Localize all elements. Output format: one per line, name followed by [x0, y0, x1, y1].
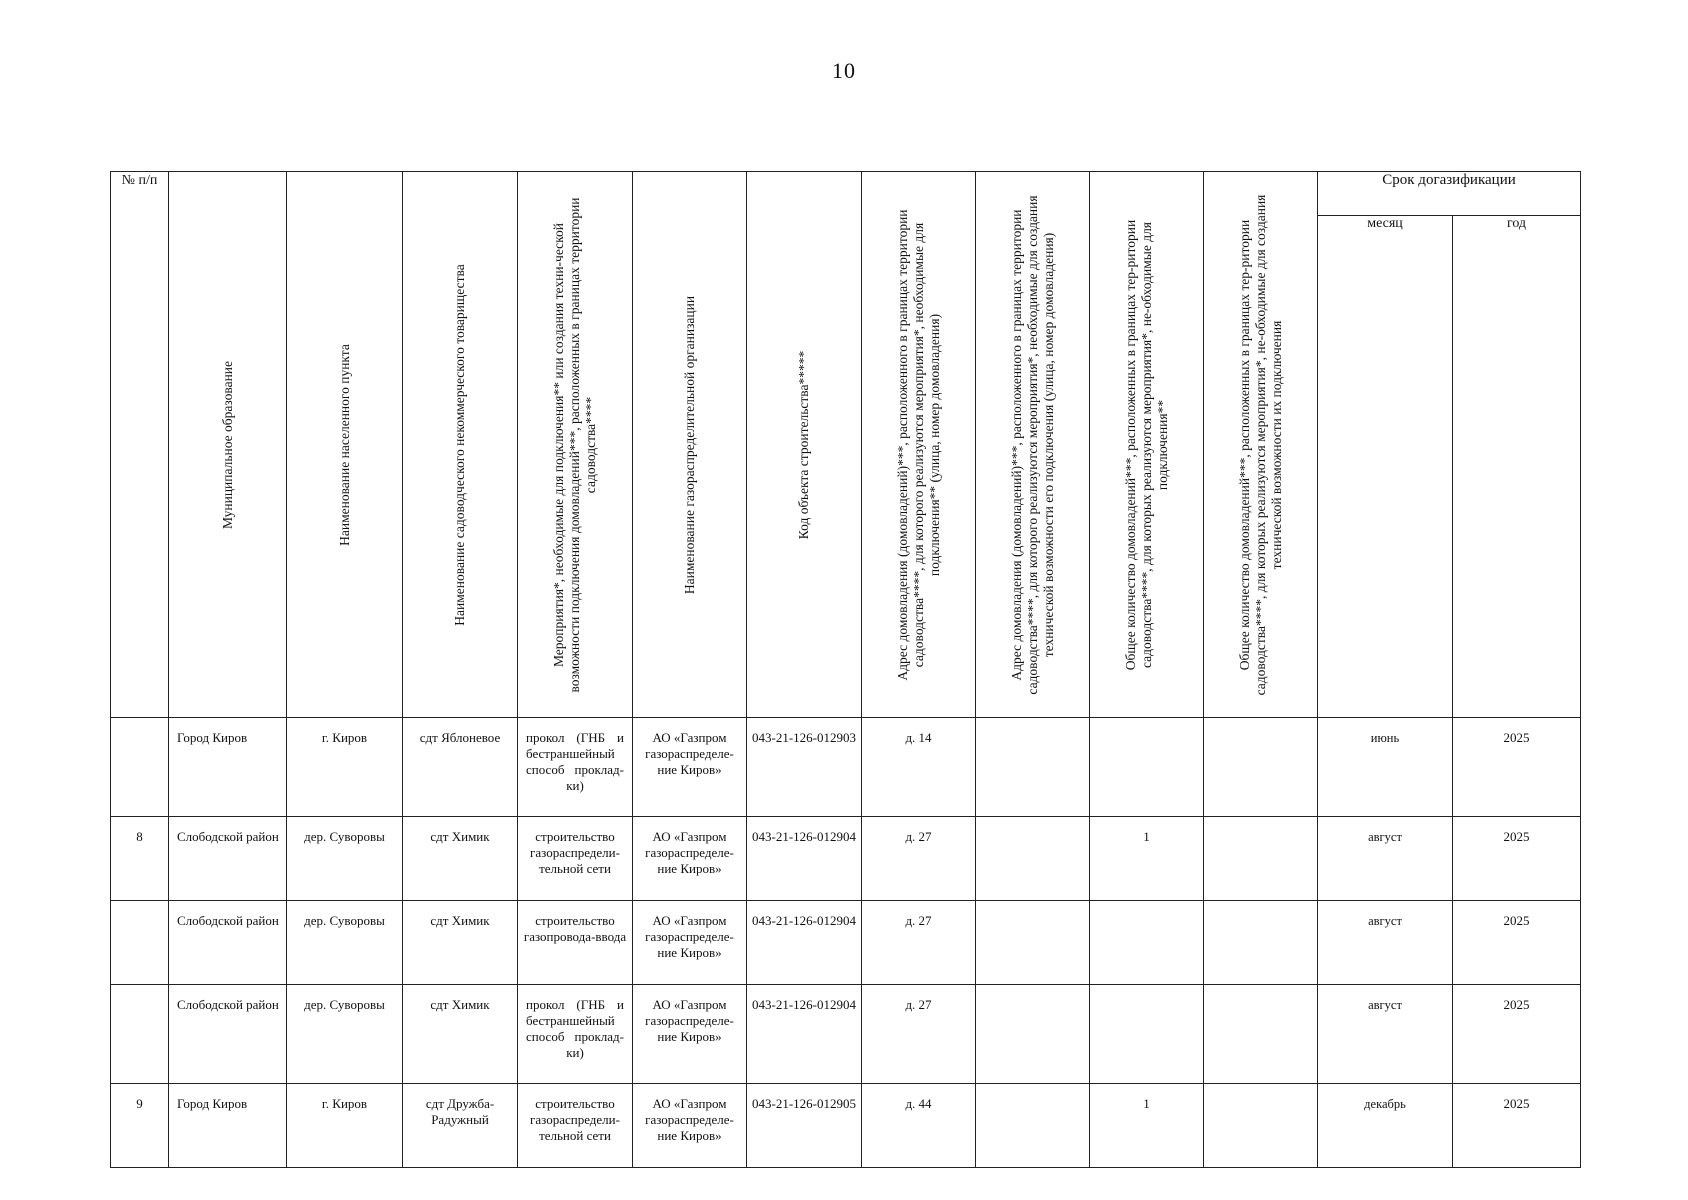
cell-address-tech [976, 985, 1090, 1084]
header-count-tech: Общее количество домовладений***, расположенных в границах тер-ритории садоводства****, для которых реализуются мероприятия*, не-обходимые для создания технической возможности их подключения [1204, 172, 1318, 718]
header-address-connect: Адрес домовладения (домовладений)***, расположенного в границах территории садоводства****, для которого реализуются мероприятия*, необходимые для подключения** (улица, номер домовладения) [862, 172, 976, 718]
cell-code: 043-21-126-012904 [747, 817, 862, 901]
cell-measure: прокол (ГНБ и бестраншейный способ проклад-ки) [518, 718, 633, 817]
cell-address-connect: д. 27 [862, 901, 976, 985]
cell-gdo: АО «Газпром газораспределе-ние Киров» [633, 817, 747, 901]
cell-snt: сдт Яблоневое [403, 718, 518, 817]
cell-count-tech [1204, 901, 1318, 985]
header-num: № п/п [111, 172, 169, 718]
cell-month: август [1318, 901, 1453, 985]
cell-count-connect [1090, 901, 1204, 985]
header-count-connect: Общее количество домовладений***, расположенных в границах тер-ритории садоводства****, для которых реализуются мероприятия*, не-обходимые для подключения** [1090, 172, 1204, 718]
table-row [111, 718, 1581, 817]
cell-gdo: АО «Газпром газораспределе-ние Киров» [633, 985, 747, 1084]
cell-num: 9 [111, 1084, 169, 1168]
header-municipality: Муниципальное образование [169, 172, 287, 718]
page-number: 10 [832, 58, 856, 83]
cell-settlement: дер. Суворовы [287, 985, 403, 1084]
cell-municipality: Слободской район [169, 817, 287, 901]
cell-address-tech [976, 901, 1090, 985]
header-settlement: Наименование населенного пункта [287, 172, 403, 718]
header-address-tech: Адрес домовладения (домовладений)***, расположенного в границах территории садоводства****, для которого реализуются мероприятия*, необходимые для создания технической возможности его подключения (улица, номер домовладения) [976, 172, 1090, 718]
cell-municipality: Слободской район [169, 985, 287, 1084]
header-month: месяц [1318, 215, 1453, 717]
cell-address-connect: д. 44 [862, 1084, 976, 1168]
gasification-table [110, 171, 1581, 1168]
cell-gdo: АО «Газпром газораспределе-ние Киров» [633, 901, 747, 985]
cell-measure: строительство газопровода-ввода [518, 901, 633, 985]
cell-address-tech [976, 1084, 1090, 1168]
table-row [111, 1084, 1581, 1168]
cell-year: 2025 [1453, 985, 1581, 1084]
header-code: Код объекта строительства***** [747, 172, 862, 718]
cell-count-tech [1204, 985, 1318, 1084]
cell-count-connect [1090, 985, 1204, 1084]
table-row [111, 985, 1581, 1084]
cell-num [111, 985, 169, 1084]
cell-measure: строительство газораспредели-тельной сети [518, 817, 633, 901]
cell-code: 043-21-126-012903 [747, 718, 862, 817]
cell-year: 2025 [1453, 1084, 1581, 1168]
cell-count-tech [1204, 817, 1318, 901]
cell-count-tech [1204, 1084, 1318, 1168]
cell-address-tech [976, 718, 1090, 817]
cell-year: 2025 [1453, 817, 1581, 901]
cell-num: 8 [111, 817, 169, 901]
cell-address-connect: д. 27 [862, 817, 976, 901]
cell-code: 043-21-126-012904 [747, 901, 862, 985]
table-row [111, 901, 1581, 985]
cell-snt: сдт Химик [403, 817, 518, 901]
header-measures: Мероприятия*, необходимые для подключения** или создания техни-ческой возможности подключения домовладений***, расположенных в границах территории садоводства**** [518, 172, 633, 718]
cell-address-connect: д. 27 [862, 985, 976, 1084]
cell-num [111, 901, 169, 985]
cell-count-connect [1090, 718, 1204, 817]
cell-address-connect: д. 14 [862, 718, 976, 817]
cell-snt: сдт Химик [403, 985, 518, 1084]
cell-address-tech [976, 817, 1090, 901]
cell-month: август [1318, 817, 1453, 901]
cell-num [111, 718, 169, 817]
cell-municipality: Слободской район [169, 901, 287, 985]
header-deadline: Срок догазификации [1318, 172, 1581, 216]
header-gdo: Наименование газораспределительной организации [633, 172, 747, 718]
cell-code: 043-21-126-012905 [747, 1084, 862, 1168]
cell-month: август [1318, 985, 1453, 1084]
cell-year: 2025 [1453, 901, 1581, 985]
cell-gdo: АО «Газпром газораспределе-ние Киров» [633, 718, 747, 817]
cell-settlement: г. Киров [287, 1084, 403, 1168]
cell-code: 043-21-126-012904 [747, 985, 862, 1084]
cell-settlement: дер. Суворовы [287, 901, 403, 985]
cell-snt: сдт Химик [403, 901, 518, 985]
cell-municipality: Город Киров [169, 718, 287, 817]
cell-measure: прокол (ГНБ и бестраншейный способ проклад-ки) [518, 985, 633, 1084]
cell-month: декабрь [1318, 1084, 1453, 1168]
header-year: год [1453, 215, 1581, 717]
cell-month: июнь [1318, 718, 1453, 817]
cell-municipality: Город Киров [169, 1084, 287, 1168]
cell-settlement: дер. Суворовы [287, 817, 403, 901]
cell-snt: сдт Дружба-Радужный [403, 1084, 518, 1168]
header-snt: Наименование садоводческого некоммерческого товарищества [403, 172, 518, 718]
cell-gdo: АО «Газпром газораспределе-ние Киров» [633, 1084, 747, 1168]
cell-measure: строительство газораспредели-тельной сети [518, 1084, 633, 1168]
cell-year: 2025 [1453, 718, 1581, 817]
cell-count-tech [1204, 718, 1318, 817]
cell-count-connect: 1 [1090, 1084, 1204, 1168]
header-row [111, 172, 1581, 216]
cell-settlement: г. Киров [287, 718, 403, 817]
table-row [111, 817, 1581, 901]
cell-count-connect: 1 [1090, 817, 1204, 901]
